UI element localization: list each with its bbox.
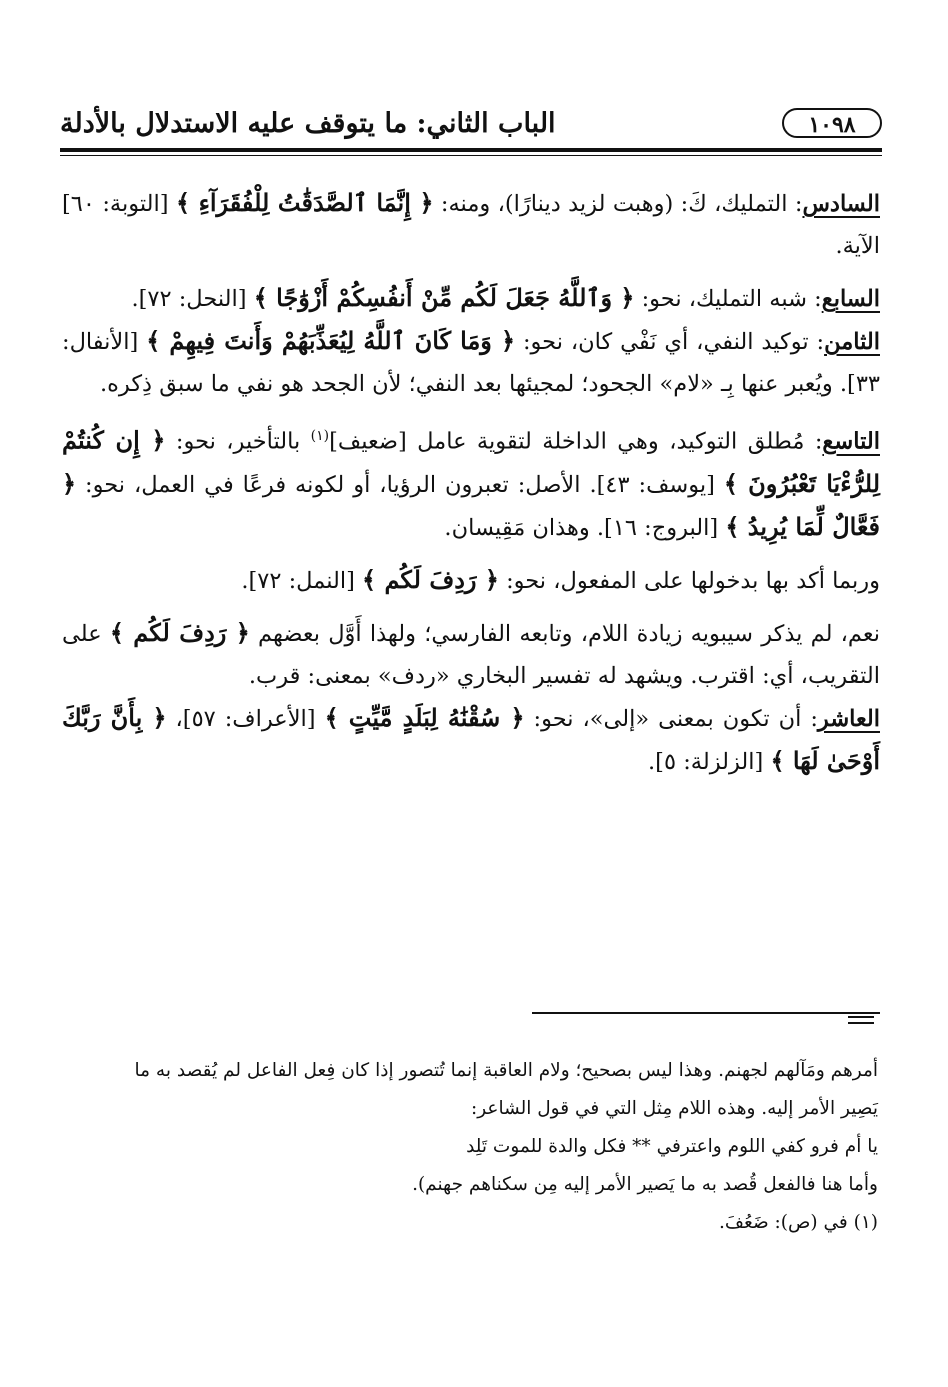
footnote-reference[interactable]: (١) bbox=[310, 428, 330, 444]
footnote-one: (١) في (ص): ضَعُفَ. bbox=[719, 1212, 878, 1233]
body-text: نعم، لم يذكر سيبويه زيادة اللام، وتابعه الفارسي؛ ولهذا أَوَّل بعضهم bbox=[249, 620, 880, 647]
body-text: : شبه التمليك، نحو: bbox=[634, 286, 822, 312]
paragraph-sibawayh bbox=[62, 612, 880, 697]
lead-word: السابع bbox=[821, 286, 880, 312]
header-rule-thin bbox=[60, 155, 882, 156]
quran-verse: ﴿ فَعَّالٌ لِّمَا يُرِيدُ ﴾ bbox=[62, 468, 880, 541]
body-text: : التمليك، كَ: (وهبت لزيد دينارًا)، ومنه: bbox=[433, 191, 803, 217]
paragraph-emphasis bbox=[62, 559, 880, 602]
running-title: الباب الثاني: ما يتوقف عليه الاستدلال بالأدلة bbox=[60, 108, 556, 139]
body-text: : أن تكون بمعنى «إلى»، نحو: bbox=[524, 705, 818, 732]
paragraph-tenth bbox=[62, 697, 880, 783]
lead-word: العاشر bbox=[817, 705, 880, 732]
body-text: : مُطلق التوكيد، وهي الداخلة لتقوية عامل [ضعيف] bbox=[329, 428, 823, 455]
quran-verse: ﴿ بِأَنَّ رَبَّكَ أَوْحَىٰ لَهَا ﴾ bbox=[62, 702, 880, 775]
paragraph-sixth bbox=[62, 182, 880, 267]
quran-verse: ﴿ سُقْنَٰهُ لِبَلَدٍ مَّيِّتٍ ﴾ bbox=[324, 702, 525, 732]
body-text: [النمل: ٧٢]. bbox=[241, 567, 363, 594]
quran-verse: ﴿ وَٱللَّهُ جَعَلَ لَكُم مِّنْ أَنفُسِكُمْ أَزْوَٰجًا ﴾ bbox=[253, 283, 635, 312]
quran-verse: ﴿ وَمَا كَانَ ٱللَّهُ لِيُعَذِّبَهُمْ وَأَنتَ فِيهِمْ ﴾ bbox=[146, 326, 516, 355]
footnote-line: وأما هنا فالفعل قُصد به ما يَصير الأمر إليه مِن سكناهم جهنم). bbox=[412, 1174, 878, 1195]
lead-word: السادس bbox=[802, 191, 880, 217]
footnote-continuation-mark bbox=[848, 1016, 874, 1026]
header-rule-thick bbox=[60, 148, 882, 152]
paragraph-seventh bbox=[62, 277, 880, 320]
body-text: [الأعراف: ٥٧]، bbox=[166, 705, 325, 732]
paragraph-eighth bbox=[62, 320, 880, 405]
quran-verse: ﴿ رَدِفَ لَكُم ﴾ bbox=[362, 564, 499, 594]
body-text: على التقريب، أي: اقترب. ويشهد له تفسير البخاري «ردف» بمعنى: قرب. bbox=[62, 620, 880, 689]
quran-verse: ﴿ إِنَّمَا ٱلصَّدَقَٰتُ لِلْفُقَرَآءِ ﴾ bbox=[175, 188, 434, 217]
main-text bbox=[62, 182, 880, 783]
body-text: بالتأخير، نحو: bbox=[165, 428, 311, 455]
body-text: [الأنفال: ٣٣]. ويُعبر عنها بِـ «لام» الجحود؛ لمجيئها بعد النفي؛ لأن الجحد هو نفي ما سبق ذِكره. bbox=[62, 329, 880, 397]
body-text: : توكيد النفي، أي نَفْي كان، نحو: bbox=[515, 329, 825, 355]
lead-word: التاسع bbox=[822, 428, 880, 455]
footnotes bbox=[62, 1052, 878, 1242]
footnote-line: أمرهم ومَآلهم لجهنم. وهذا ليس بصحيح؛ ولام العاقبة إنما تُتصور إذا كان فِعل الفاعل لم يُقصد به ما bbox=[134, 1060, 878, 1081]
footnote-line: يَصِير الأمر إليه. وهذه اللام مِثل التي في قول الشاعر: bbox=[470, 1098, 878, 1119]
footnote-separator bbox=[532, 1012, 880, 1014]
body-text: وربما أكد بها بدخولها على المفعول، نحو: bbox=[498, 567, 880, 594]
body-text: [التوبة: ٦٠] الآية. bbox=[62, 191, 880, 259]
page-header bbox=[60, 104, 882, 146]
body-text: [الزلزلة: ٥]. bbox=[648, 748, 771, 775]
paragraph-ninth bbox=[62, 415, 880, 549]
quran-verse: ﴿ إِن كُنتُمْ لِلرُّءْيَا تَعْبُرُونَ ﴾ bbox=[62, 425, 881, 498]
lead-word: الثامن bbox=[824, 329, 880, 355]
body-text: [البروج: ١٦]. وهذان مَقِيسان. bbox=[444, 514, 726, 541]
quran-verse: ﴿ رَدِفَ لَكُم ﴾ bbox=[109, 617, 250, 647]
footnote-verse: يا أم فرو كفي اللوم واعترفي ** فكل والدة للموت تَلِد bbox=[466, 1136, 878, 1157]
body-text: [النحل: ٧٢]. bbox=[131, 286, 254, 312]
body-text: [يوسف: ٤٣]. الأصل: تعبرون الرؤيا، أو لكونه فرعًا في العمل، نحو: bbox=[76, 471, 724, 498]
page-number: ١٠٩٨ bbox=[782, 108, 882, 138]
